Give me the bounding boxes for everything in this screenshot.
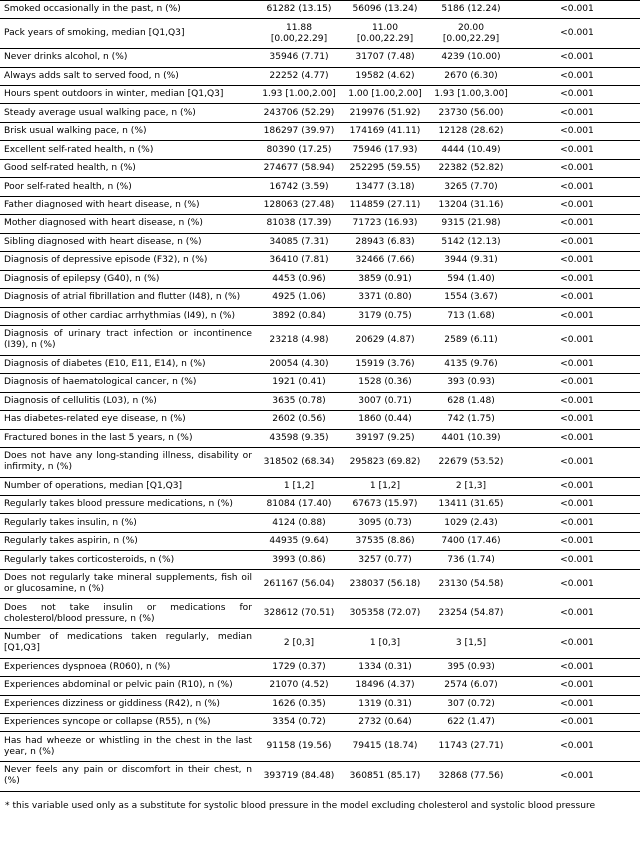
- row-p-value: <0.001: [514, 178, 640, 196]
- table-row: [0, 178, 640, 196]
- row-label: Sibling diagnosed with heart disease, n (%): [0, 233, 256, 251]
- row-p-value: <0.001: [514, 532, 640, 550]
- row-p-value: <0.001: [514, 85, 640, 103]
- row-p-value: <0.001: [514, 762, 640, 792]
- row-label: Experiences abdominal or pelvic pain (R10), n (%): [0, 677, 256, 695]
- row-value-col1: 35946 (7.71): [256, 49, 342, 67]
- row-value-col2: 1319 (0.31): [342, 695, 428, 713]
- row-value-primary: 11.88: [285, 22, 313, 33]
- row-p-value: <0.001: [514, 355, 640, 373]
- row-value-col1: 20054 (4.30): [256, 355, 342, 373]
- table-row: [0, 307, 640, 325]
- row-value-col1: 80390 (17.25): [256, 141, 342, 159]
- table-row: [0, 677, 640, 695]
- table-row: [0, 695, 640, 713]
- table-row: [0, 429, 640, 447]
- row-value-col3: 23254 (54.87): [428, 599, 514, 629]
- table-footnote: * this variable used only as a substitute for systolic blood pressure in the model excluding cholesterol and systolic blood pressure: [5, 800, 596, 811]
- row-value-col2: 79415 (18.74): [342, 732, 428, 762]
- row-value-col1: 91158 (19.56): [256, 732, 342, 762]
- table-row: [0, 551, 640, 569]
- row-label: Experiences dyspnoea (R060), n (%): [0, 658, 256, 676]
- table-row: [0, 252, 640, 270]
- row-label: Hours spent outdoors in winter, median [Q1,Q3]: [0, 85, 256, 103]
- row-value-col2: 18496 (4.37): [342, 677, 428, 695]
- row-label: Diagnosis of depressive episode (F32), n (%): [0, 252, 256, 270]
- row-value-col1: 274677 (58.94): [256, 159, 342, 177]
- row-value-col2: 20629 (4.87): [342, 326, 428, 356]
- row-value-primary: 20.00: [457, 22, 485, 33]
- row-label: Diagnosis of epilepsy (G40), n (%): [0, 270, 256, 288]
- table-row: [0, 215, 640, 233]
- row-label: Never feels any pain or discomfort in their chest, n (%): [0, 762, 256, 792]
- row-value-col3: 32868 (77.56): [428, 762, 514, 792]
- row-value-col3: 4135 (9.76): [428, 355, 514, 373]
- row-value-col2: 15919 (3.76): [342, 355, 428, 373]
- table-row: [0, 532, 640, 550]
- row-value-col1: 1 [1,2]: [256, 477, 342, 495]
- row-value-col3: 4444 (10.49): [428, 141, 514, 159]
- row-value-col3: 1554 (3.67): [428, 289, 514, 307]
- row-value-col2: 174169 (41.11): [342, 122, 428, 140]
- row-value-col2: 28943 (6.83): [342, 233, 428, 251]
- row-value-col1: 36410 (7.81): [256, 252, 342, 270]
- row-value-col3: 4401 (10.39): [428, 429, 514, 447]
- row-value-col1: 243706 (52.29): [256, 104, 342, 122]
- table-row: [0, 67, 640, 85]
- row-value-col2: 67673 (15.97): [342, 496, 428, 514]
- row-label: Number of medications taken regularly, median [Q1,Q3]: [0, 629, 256, 659]
- row-label: Diagnosis of haematological cancer, n (%): [0, 374, 256, 392]
- row-value-col1: 128063 (27.48): [256, 196, 342, 214]
- table-row: [0, 392, 640, 410]
- row-value-col2: 360851 (85.17): [342, 762, 428, 792]
- table-row: [0, 270, 640, 288]
- row-value-col2: 2732 (0.64): [342, 713, 428, 731]
- row-value-col3: 5186 (12.24): [428, 1, 514, 19]
- table-row: [0, 196, 640, 214]
- row-value-col1: [256, 19, 342, 49]
- row-label: Fractured bones in the last 5 years, n (%): [0, 429, 256, 447]
- table-row: [0, 159, 640, 177]
- row-p-value: <0.001: [514, 569, 640, 599]
- row-value-col2: 295823 (69.82): [342, 447, 428, 477]
- row-value-col1: 44935 (9.64): [256, 532, 342, 550]
- row-value-col1: 21070 (4.52): [256, 677, 342, 695]
- row-p-value: <0.001: [514, 196, 640, 214]
- row-value-col1: 16742 (3.59): [256, 178, 342, 196]
- row-value-col3: 4239 (10.00): [428, 49, 514, 67]
- row-value-col1: 2 [0,3]: [256, 629, 342, 659]
- row-value-col3: 2670 (6.30): [428, 67, 514, 85]
- row-value-col1: 34085 (7.31): [256, 233, 342, 251]
- row-value-col3: 628 (1.48): [428, 392, 514, 410]
- row-value-col2: 1 [1,2]: [342, 477, 428, 495]
- row-value-col1: 4925 (1.06): [256, 289, 342, 307]
- row-value-col3: 13204 (31.16): [428, 196, 514, 214]
- table-row: [0, 713, 640, 731]
- row-value-col3: 22679 (53.52): [428, 447, 514, 477]
- table-row: [0, 658, 640, 676]
- table-row: [0, 569, 640, 599]
- row-value-col3: 3265 (7.70): [428, 178, 514, 196]
- row-value-col1: 1626 (0.35): [256, 695, 342, 713]
- row-value-col2: 1334 (0.31): [342, 658, 428, 676]
- table-row: [0, 104, 640, 122]
- row-value-col2: 252295 (59.55): [342, 159, 428, 177]
- row-value-col3: 3 [1,5]: [428, 629, 514, 659]
- row-label: Father diagnosed with heart disease, n (%): [0, 196, 256, 214]
- row-label: Experiences dizziness or giddiness (R42), n (%): [0, 695, 256, 713]
- row-value-col2: 56096 (13.24): [342, 1, 428, 19]
- row-value-col1: 186297 (39.97): [256, 122, 342, 140]
- row-label: Diagnosis of atrial fibrillation and flutter (I48), n (%): [0, 289, 256, 307]
- row-value-col3: 307 (0.72): [428, 695, 514, 713]
- row-p-value: <0.001: [514, 104, 640, 122]
- row-label: Regularly takes blood pressure medications, n (%): [0, 496, 256, 514]
- row-value-col3: 622 (1.47): [428, 713, 514, 731]
- row-value-col2: 37535 (8.86): [342, 532, 428, 550]
- row-p-value: <0.001: [514, 429, 640, 447]
- row-value-col2: 71723 (16.93): [342, 215, 428, 233]
- row-p-value: <0.001: [514, 289, 640, 307]
- row-label: Does not regularly take mineral supplements, fish oil or glucosamine, n (%): [0, 569, 256, 599]
- table-row: [0, 374, 640, 392]
- row-value-col3: 9315 (21.98): [428, 215, 514, 233]
- row-value-col1: 2602 (0.56): [256, 411, 342, 429]
- row-value-col1: 3892 (0.84): [256, 307, 342, 325]
- row-label: Regularly takes corticosteroids, n (%): [0, 551, 256, 569]
- row-p-value: <0.001: [514, 392, 640, 410]
- row-value-col1: 328612 (70.51): [256, 599, 342, 629]
- row-label: Smoked occasionally in the past, n (%): [0, 1, 256, 19]
- row-p-value: <0.001: [514, 411, 640, 429]
- row-value-col3: 713 (1.68): [428, 307, 514, 325]
- row-value-col2: 3859 (0.91): [342, 270, 428, 288]
- table-row: [0, 141, 640, 159]
- row-value-range: [0.00,22.29]: [356, 33, 414, 44]
- row-value-col1: 1921 (0.41): [256, 374, 342, 392]
- row-p-value: <0.001: [514, 629, 640, 659]
- row-value-col3: [428, 19, 514, 49]
- row-label: Regularly takes aspirin, n (%): [0, 532, 256, 550]
- row-value-col2: 1.00 [1.00,2.00]: [342, 85, 428, 103]
- row-value-col1: 1.93 [1.00,2.00]: [256, 85, 342, 103]
- row-label: Regularly takes insulin, n (%): [0, 514, 256, 532]
- row-value-range: [0.00,22.29]: [270, 33, 328, 44]
- row-value-col2: 305358 (72.07): [342, 599, 428, 629]
- table-row: [0, 49, 640, 67]
- row-value-col2: 238037 (56.18): [342, 569, 428, 599]
- row-value-col3: 2574 (6.07): [428, 677, 514, 695]
- row-value-col3: 23130 (54.58): [428, 569, 514, 599]
- row-value-col2: 3095 (0.73): [342, 514, 428, 532]
- row-label: Brisk usual walking pace, n (%): [0, 122, 256, 140]
- table-row: [0, 85, 640, 103]
- row-value-col3: 742 (1.75): [428, 411, 514, 429]
- row-value-col1: 318502 (68.34): [256, 447, 342, 477]
- table-row: [0, 355, 640, 373]
- row-value-col3: 2 [1,3]: [428, 477, 514, 495]
- row-value-primary: 11.00: [371, 22, 399, 33]
- row-value-range: [0.00,22.29]: [442, 33, 500, 44]
- table-row: [0, 732, 640, 762]
- row-p-value: <0.001: [514, 599, 640, 629]
- table-row: [0, 19, 640, 49]
- row-p-value: <0.001: [514, 67, 640, 85]
- row-p-value: <0.001: [514, 695, 640, 713]
- row-p-value: <0.001: [514, 496, 640, 514]
- table-row: [0, 599, 640, 629]
- row-label: Pack years of smoking, median [Q1,Q3]: [0, 19, 256, 49]
- row-value-col1: 81038 (17.39): [256, 215, 342, 233]
- row-label: Excellent self-rated health, n (%): [0, 141, 256, 159]
- table-row: [0, 477, 640, 495]
- table-row: [0, 447, 640, 477]
- row-p-value: <0.001: [514, 514, 640, 532]
- table-row: [0, 514, 640, 532]
- row-p-value: <0.001: [514, 326, 640, 356]
- row-value-col2: 32466 (7.66): [342, 252, 428, 270]
- row-p-value: <0.001: [514, 215, 640, 233]
- row-value-col3: 3944 (9.31): [428, 252, 514, 270]
- table-row: [0, 629, 640, 659]
- row-value-col1: 43598 (9.35): [256, 429, 342, 447]
- row-value-col1: 3354 (0.72): [256, 713, 342, 731]
- row-value-col2: 75946 (17.93): [342, 141, 428, 159]
- row-value-col3: 13411 (31.65): [428, 496, 514, 514]
- row-value-col2: [342, 19, 428, 49]
- row-value-col1: 393719 (84.48): [256, 762, 342, 792]
- row-value-col2: 3007 (0.71): [342, 392, 428, 410]
- row-label: Diagnosis of diabetes (E10, E11, E14), n (%): [0, 355, 256, 373]
- row-value-col1: 81084 (17.40): [256, 496, 342, 514]
- row-value-col2: 1528 (0.36): [342, 374, 428, 392]
- row-p-value: <0.001: [514, 19, 640, 49]
- row-p-value: <0.001: [514, 252, 640, 270]
- row-value-col3: 393 (0.93): [428, 374, 514, 392]
- row-label: Has diabetes-related eye disease, n (%): [0, 411, 256, 429]
- row-label: Diagnosis of cellulitis (L03), n (%): [0, 392, 256, 410]
- row-label: Good self-rated health, n (%): [0, 159, 256, 177]
- table-row: [0, 1, 640, 19]
- row-value-col3: 1029 (2.43): [428, 514, 514, 532]
- row-value-col3: 11743 (27.71): [428, 732, 514, 762]
- row-value-col1: 23218 (4.98): [256, 326, 342, 356]
- row-label: Diagnosis of urinary tract infection or incontinence (I39), n (%): [0, 326, 256, 356]
- row-value-col2: 3179 (0.75): [342, 307, 428, 325]
- table-row: [0, 233, 640, 251]
- row-value-col3: 2589 (6.11): [428, 326, 514, 356]
- row-value-col3: 5142 (12.13): [428, 233, 514, 251]
- row-value-col2: 1 [0,3]: [342, 629, 428, 659]
- row-value-col1: 1729 (0.37): [256, 658, 342, 676]
- row-value-col2: 39197 (9.25): [342, 429, 428, 447]
- row-label: Poor self-rated health, n (%): [0, 178, 256, 196]
- row-label: Number of operations, median [Q1,Q3]: [0, 477, 256, 495]
- row-p-value: <0.001: [514, 551, 640, 569]
- row-label: Has had wheeze or whistling in the chest in the last year, n (%): [0, 732, 256, 762]
- row-value-col2: 1860 (0.44): [342, 411, 428, 429]
- table-row: [0, 762, 640, 792]
- row-label: Never drinks alcohol, n (%): [0, 49, 256, 67]
- row-p-value: <0.001: [514, 447, 640, 477]
- row-value-col2: 13477 (3.18): [342, 178, 428, 196]
- table-body: [0, 1, 640, 792]
- row-value-col3: 12128 (28.62): [428, 122, 514, 140]
- row-label: Does not take insulin or medications for cholesterol/blood pressure, n (%): [0, 599, 256, 629]
- row-value-col1: 22252 (4.77): [256, 67, 342, 85]
- row-p-value: <0.001: [514, 658, 640, 676]
- row-value-col2: 19582 (4.62): [342, 67, 428, 85]
- row-value-col1: 3993 (0.86): [256, 551, 342, 569]
- row-label: Experiences syncope or collapse (R55), n (%): [0, 713, 256, 731]
- row-value-col1: 261167 (56.04): [256, 569, 342, 599]
- row-value-col2: 114859 (27.11): [342, 196, 428, 214]
- row-value-col3: 23730 (56.00): [428, 104, 514, 122]
- row-p-value: <0.001: [514, 477, 640, 495]
- row-p-value: <0.001: [514, 141, 640, 159]
- row-value-col3: 1.93 [1.00,3.00]: [428, 85, 514, 103]
- row-value-col3: 22382 (52.82): [428, 159, 514, 177]
- table-row: [0, 411, 640, 429]
- row-value-col1: 3635 (0.78): [256, 392, 342, 410]
- table-row: [0, 326, 640, 356]
- row-value-col3: 594 (1.40): [428, 270, 514, 288]
- row-label: Mother diagnosed with heart disease, n (%): [0, 215, 256, 233]
- table-row: [0, 496, 640, 514]
- row-p-value: <0.001: [514, 233, 640, 251]
- row-p-value: <0.001: [514, 677, 640, 695]
- row-value-col2: 3371 (0.80): [342, 289, 428, 307]
- row-p-value: <0.001: [514, 374, 640, 392]
- row-value-col2: 219976 (51.92): [342, 104, 428, 122]
- row-p-value: <0.001: [514, 49, 640, 67]
- row-value-col1: 61282 (13.15): [256, 1, 342, 19]
- table-row: [0, 289, 640, 307]
- row-p-value: <0.001: [514, 122, 640, 140]
- row-value-col1: 4453 (0.96): [256, 270, 342, 288]
- row-value-col2: 3257 (0.77): [342, 551, 428, 569]
- row-value-col3: 736 (1.74): [428, 551, 514, 569]
- row-p-value: <0.001: [514, 713, 640, 731]
- row-value-col3: 7400 (17.46): [428, 532, 514, 550]
- row-p-value: <0.001: [514, 307, 640, 325]
- row-label: Steady average usual walking pace, n (%): [0, 104, 256, 122]
- row-value-col2: 31707 (7.48): [342, 49, 428, 67]
- row-label: Diagnosis of other cardiac arrhythmias (I49), n (%): [0, 307, 256, 325]
- table-row: [0, 122, 640, 140]
- row-p-value: <0.001: [514, 270, 640, 288]
- row-p-value: <0.001: [514, 732, 640, 762]
- row-value-col3: 395 (0.93): [428, 658, 514, 676]
- row-label: Always adds salt to served food, n (%): [0, 67, 256, 85]
- row-p-value: <0.001: [514, 159, 640, 177]
- row-p-value: <0.001: [514, 1, 640, 19]
- row-label: Does not have any long-standing illness, disability or infirmity, n (%): [0, 447, 256, 477]
- row-value-col1: 4124 (0.88): [256, 514, 342, 532]
